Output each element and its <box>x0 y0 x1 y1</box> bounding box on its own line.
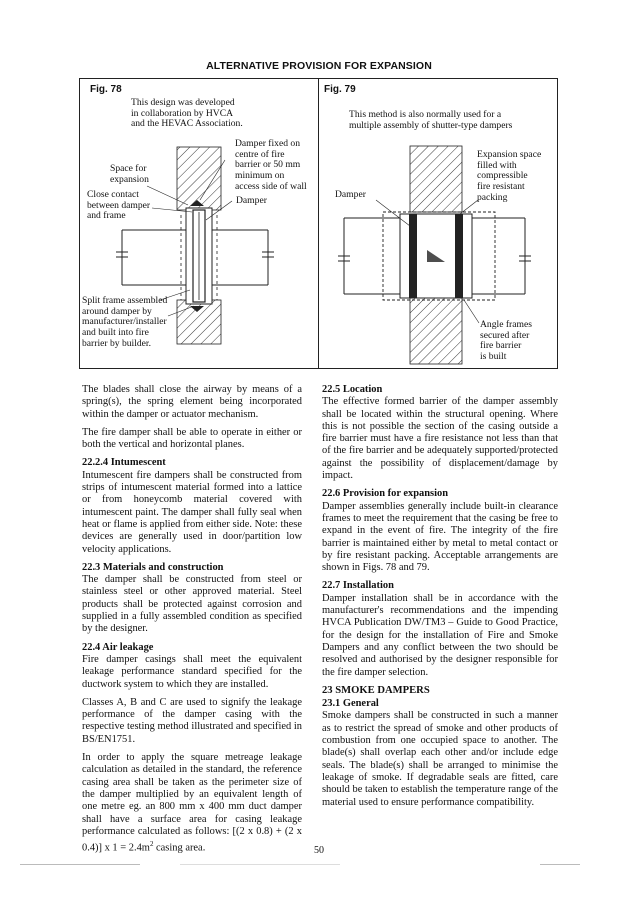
fig79-angle-frames-note: Angle frames secured after fire barrier is built <box>480 319 532 363</box>
section-heading: 23.1 General <box>322 698 379 710</box>
page-heading: ALTERNATIVE PROVISION FOR EXPANSION <box>206 60 432 72</box>
fig78-wall-upper <box>177 147 221 210</box>
paragraph: The damper shall be constructed from steel or stainless steel or other approved material. Steel products shall be protected against corrosion and supplied in a fully assembled condition as specified by the designer. <box>82 574 302 635</box>
paragraph-text: In order to apply the square metreage leakage calculation as detailed in the standard, the reference casing area shall be taken as the perimeter size of the damper multiplied by an equivalent length of one metre eg. an 800 mm x 400 mm duct damper shall have a surface area for casing leakage performance calculated as follows: [(2 x 0.8) + (2 x 0.4)] x 1 = 2.4m <box>82 752 302 854</box>
fig79-angle-frame-right <box>455 214 463 298</box>
fig79-wall-lower <box>410 296 462 364</box>
paragraph: Damper installation shall be in accordance with the manufacturer's recommendations and the impending HVCA Publication DW/TM3 – Guide to Good Practice, for the design for the installation of Fire and Smoke Dampers and any conflict between the two should be resolved and authorised by the designer responsible for the fire damper selection. <box>322 592 558 678</box>
paragraph: The effective formed barrier of the damper assembly shall be located within the structural opening. Where this is not possible the section of the casing outside a fire barrier must have a fire resistance not less than that of the fire barrier and be adequately supported/protected against the possibility of displacement/damage by impact. <box>322 396 558 482</box>
section-heading: 22.7 Installation <box>322 580 394 592</box>
paragraph: The fire damper shall be able to operate in either or both the vertical and horizontal planes. <box>82 426 302 451</box>
paragraph: Intumescent fire dampers shall be constructed from strips of intumescent material formed into a lattice or from honeycomb material covered with intumescent paint. The damper shall fully seal when heat or flame is applied from either side. Note: these devices are generally used in door/partition low velocity applications. <box>82 469 302 555</box>
fig79-label: Fig. 79 <box>324 84 356 95</box>
left-column <box>82 384 302 861</box>
fig79-note: This method is also normally used for a multiple assembly of shutter-type dampers <box>349 109 513 131</box>
paragraph: Classes A, B and C are used to signify the leakage performance of the damper casing with the respective testing method illustrated and specified in BS/EN1751. <box>82 696 302 745</box>
superscript: 2 <box>149 840 154 849</box>
fig78-drawing <box>116 147 274 344</box>
fig79-drawing <box>338 146 531 364</box>
fig79-angle-frame-left <box>409 214 417 298</box>
paragraph: Fire damper casings shall meet the equivalent leakage performance standard specified for the ductwork system to which they are installed. <box>82 653 302 690</box>
section-heading: 22.2.4 Intumescent <box>82 457 166 469</box>
fig78-label: Fig. 78 <box>90 84 122 95</box>
paragraph-text: casing area. <box>153 842 206 854</box>
paragraph <box>82 752 302 855</box>
scan-artifact <box>20 864 140 865</box>
fig78-damper-label: Damper <box>236 195 267 206</box>
scan-artifact <box>180 864 340 865</box>
section-heading: 22.3 Materials and construction <box>82 561 224 573</box>
fig78-close-contact-label: Close contact between damper and frame <box>87 189 151 222</box>
fig78-split-frame-note: Split frame assembled around damper by manufacturer/installer and built into fire barrier by builder. <box>82 295 168 349</box>
paragraph: Damper assemblies generally include built-in clearance frames to meet the requirement that the casing be free to expand in the event of fire. The integrity of the fire barrier is maintained either by metal to metal contact or by fire resistant packing. Acceptable arrangements are shown in Figs. 78 and 79. <box>322 500 558 574</box>
fig79-expansion-space-note: Expansion space filled with compressible fire resistant packing <box>477 149 542 203</box>
right-column <box>322 384 558 815</box>
page-number: 50 <box>314 845 324 856</box>
chapter-heading: 23 SMOKE DAMPERS <box>322 684 430 696</box>
fig78-space-expansion-label: Space for expansion <box>110 163 149 185</box>
fig78-note: This design was developed in collaboration by HVCA and the HEVAC Association. <box>131 97 243 130</box>
scan-artifact <box>540 864 580 865</box>
fig79-damper-label: Damper <box>335 189 366 200</box>
paragraph: Smoke dampers shall be constructed in such a manner as to restrict the spread of smoke and other products of combustion from one occupied space to another. The blade(s) shall overlap each other and/or include edge seals. The blade(s) shall be arranged to minimise the leakage of smoke. If degradable seals are fitted, care should be taken to establish the temperature range of the material used to ensure performance compatibility. <box>322 710 558 808</box>
fig79-wall-upper <box>410 146 462 212</box>
paragraph: The blades shall close the airway by means of a spring(s), the spring element being incorporated within the damper or actuator mechanism. <box>82 384 302 420</box>
section-heading: 22.5 Location <box>322 384 383 395</box>
fig78-damper-fixed-note: Damper fixed on centre of fire barrier or 50 mm minimum on access side of wall <box>235 138 307 192</box>
section-heading: 22.6 Provision for expansion <box>322 488 449 500</box>
section-heading: 22.4 Air leakage <box>82 641 154 653</box>
